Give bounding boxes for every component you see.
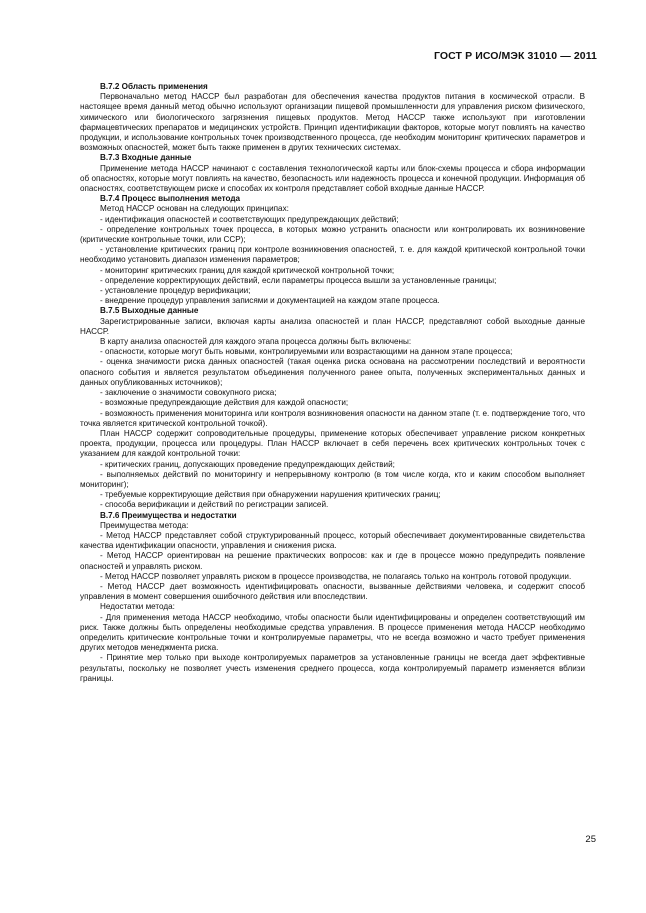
paragraph: - Принятие мер только при выходе контролируемых параметров за установленные границы не всегда дает эффективные результаты, поскольку не позволяет учесть изменения среднего процесса, когда контролируемый параметр изменяется вблизи границы. <box>80 653 585 683</box>
section-heading: В.7.3 Входные данные <box>100 153 192 163</box>
paragraph: - установление процедур верификации; <box>100 286 251 296</box>
paragraph: Метод НАССР основан на следующих принципах: <box>100 204 289 214</box>
section-heading: В.7.6 Преимущества и недостатки <box>100 510 237 520</box>
paragraph: - оценка значимости риска данных опасностей (такая оценка риска основана на рассмотрении последствий и вероятности опасного события и является результатом объединения полученного ранее опыта, полученных экспериментальных данных и данных опубликованных источников); <box>80 357 585 387</box>
paragraph: - возможность применения мониторинга или контроля возникновения опасности на данном этапе (т. е. подтверждение того, что точка является критической контрольной точкой). <box>80 408 585 428</box>
paragraph: Недостатки метода: <box>100 602 175 612</box>
paragraph: - мониторинг критических границ для каждой критической контрольной точки; <box>100 265 395 275</box>
paragraph: - способа верификации и действий по регистрации записей. <box>100 500 329 510</box>
paragraph: Зарегистрированные записи, включая карты анализа опасностей и план НАССР, представляют собой выходные данные НАССР. <box>80 316 585 336</box>
paragraph: - Для применения метода НАССР необходимо, чтобы опасности были идентифицированы и определен соответствующий им риск. Также должны быть определены необходимые средства управления. В процессе применения метода НАССР необходимо определить критические контрольные точки и контролируемые параметры, что не всегда возможно и часто требует применения других методов менеджмента риска. <box>80 612 585 653</box>
paragraph: - Метод НАССР позволяет управлять риском в процессе производства, не полагаясь только на контроль готовой продукции. <box>100 571 572 581</box>
paragraph: План НАССР содержит сопроводительные процедуры, применение которых обеспечивает управление риском конкретных проекта, продукции, процесса или процедуры. План НАССР включает в себя перечень всех критических контрольных точек с указанием для каждой контрольной точки: <box>80 428 585 459</box>
paragraph: Первоначально метод НАССР был разработан для обеспечения качества продуктов питания в космической отрасли. В настоящее время данный метод обычно используют организации пищевой промышленности для управления риском физического, химического или биологического загрязнения пищевых продуктов. Метод НАССР также используют при изготовлении фармацевтических препаратов и медицинских устройств. Принцип идентификации факторов, которые могут повлиять на качество продукции, и использование контрольных точек производственного процесса, где необходим мониторинг критических параметров и возможных опасностей, может быть также применен в других технических системах. <box>80 92 585 153</box>
paragraph: - требуемые корректирующие действия при обнаружении нарушения критических границ; <box>100 490 441 500</box>
paragraph: - выполняемых действий по мониторингу и непрерывному контролю (в том числе когда, кто и каким способом выполняет мониторинг); <box>80 469 585 489</box>
paragraph: - возможные предупреждающие действия для каждой опасности; <box>100 398 349 408</box>
paragraph: - Метод НАССР дает возможность идентифицировать опасности, вызванные действиями человека, и содержит способ управления в момент совершения ошибочного действия или впоследствии. <box>80 581 585 602</box>
paragraph: - Метод НАССР ориентирован на решение практических вопросов: как и где в процессе можно предупредить появление опасностей и управлять риском. <box>80 551 585 571</box>
paragraph: - определение корректирующих действий, если параметры процесса вышли за установленные границы; <box>100 275 497 285</box>
document-body <box>80 82 585 684</box>
paragraph: - внедрение процедур управления записями и документацией на каждом этапе процесса. <box>100 296 440 306</box>
paragraph: Преимущества метода: <box>100 520 189 530</box>
paragraph: - заключение о значимости совокупного риска; <box>100 388 277 398</box>
section-heading: В.7.2 Область применения <box>100 82 208 91</box>
paragraph: В карту анализа опасностей для каждого этапа процесса должны быть включены: <box>100 337 412 347</box>
section-heading: В.7.4 Процесс выполнения метода <box>100 194 241 204</box>
document-header: ГОСТ Р ИСО/МЭК 31010 — 2011 <box>433 50 597 62</box>
paragraph: - установление критических границ при контроле возникновения опасностей, т. е. для каждой критической контрольной точки необходимо установить диапазон изменения параметров; <box>80 245 585 265</box>
page-number: 25 <box>585 834 596 845</box>
section-heading: В.7.5 Выходные данные <box>100 306 199 316</box>
paragraph: - определение контрольных точек процесса, в которых можно устранить опасности или контролировать их возникновение (критические контрольные точки, или ССР); <box>80 224 585 245</box>
paragraph: - критических границ, допускающих проведение предупреждающих действий; <box>100 459 395 469</box>
paragraph: - идентификация опасностей и соответствующих предупреждающих действий; <box>100 214 399 224</box>
paragraph: - опасности, которые могут быть новыми, контролируемыми или возрастающими на данном этапе процесса; <box>100 347 513 357</box>
paragraph: Применение метода НАССР начинают с составления технологической карты или блок-схемы процесса и сбора информации об опасностях, которые могут повлиять на качество, безопасность или надежность процесса и конечной продукции. Информация об опасностях, соответствующем риске и способах их контроля представляет собой входные данные НАССР. <box>80 163 585 194</box>
paragraph: - Метод НАССР представляет собой структурированный процесс, который обеспечивает документированные свидетельства качества идентификации опасности, управления и снижения риска. <box>80 530 585 551</box>
